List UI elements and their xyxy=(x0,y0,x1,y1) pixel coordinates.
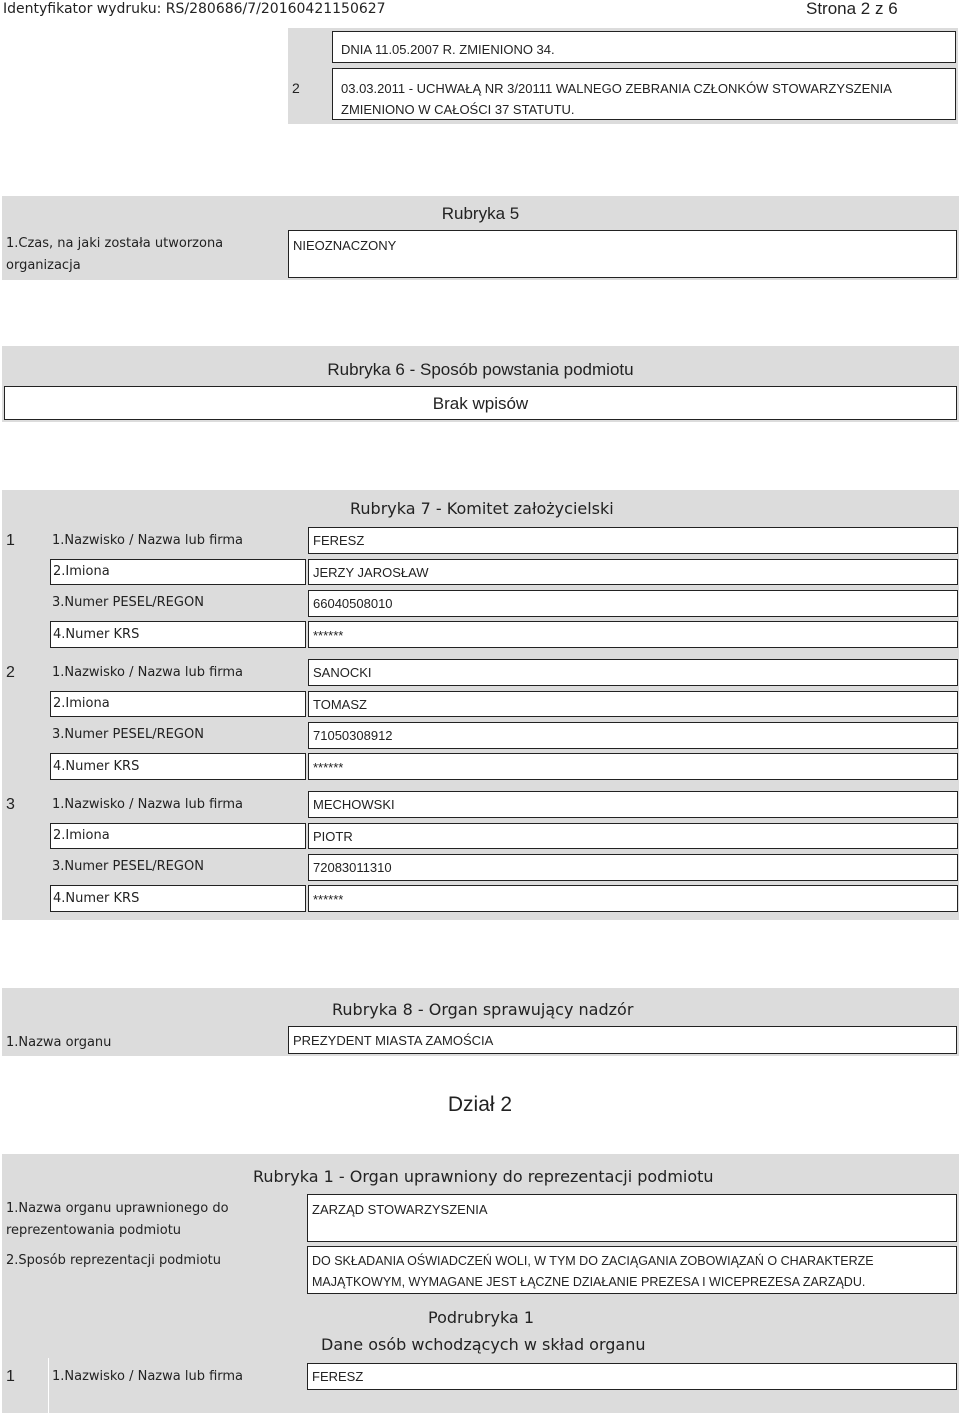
rubryka-8-value-cell xyxy=(288,1026,957,1054)
names-label-cell xyxy=(50,691,306,717)
krs-label: 4.Numer KRS xyxy=(53,891,140,906)
rubryka-5-title: Rubryka 5 xyxy=(441,204,520,223)
pesel-label: 3.Numer PESEL/REGON xyxy=(52,727,204,742)
amendment-row-2 xyxy=(332,68,956,120)
surname-value: FERESZ xyxy=(313,533,365,548)
krs-label-cell xyxy=(50,753,306,780)
surname-value-cell xyxy=(308,659,958,686)
krs-label-cell xyxy=(50,885,306,912)
amendment-row-2-line-2: ZMIENIONO W CAŁOŚCI 37 STATUTU. xyxy=(341,102,575,117)
dzial-2-rubryka-1-title: Rubryka 1 - Organ uprawniony do reprezentacji podmiotu xyxy=(253,1167,714,1186)
pesel-value-cell xyxy=(308,854,958,881)
surname-label: 1.Nazwisko / Nazwa lub firma xyxy=(52,665,244,680)
amendment-row-1-text: DNIA 11.05.2007 R. ZMIENIONO 34. xyxy=(341,42,555,57)
names-label: 2.Imiona xyxy=(53,564,110,579)
rubryka-5-value: NIEOZNACZONY xyxy=(293,238,397,253)
organ-name-value-cell xyxy=(307,1194,957,1242)
names-value-cell xyxy=(308,691,958,717)
pesel-value: 72083011310 xyxy=(313,860,392,875)
rubryka-6-title: Rubryka 6 - Sposób powstania podmiotu xyxy=(327,360,634,379)
surname-value-cell xyxy=(308,791,958,818)
names-value: PIOTR xyxy=(313,829,353,844)
rubryka-6-value-cell xyxy=(4,386,957,420)
rubryka-5-label-line-2: organizacja xyxy=(6,258,81,273)
amendment-row-2-line-1: 03.03.2011 - UCHWAŁĄ NR 3/20111 WALNEGO ZEBRANIA CZŁONKÓW STOWARZYSZENIA xyxy=(341,81,892,96)
krs-value: ****** xyxy=(313,892,344,907)
committee-member xyxy=(2,656,959,786)
page-number: Strona 2 z 6 xyxy=(806,0,898,18)
amendment-row-2-number: 2 xyxy=(292,80,300,96)
surname-label: 1.Nazwisko / Nazwa lub firma xyxy=(52,533,244,548)
names-label: 2.Imiona xyxy=(53,696,110,711)
podrubryka-1-title: Podrubryka 1 xyxy=(428,1308,534,1327)
rubryka-6-value: Brak wpisów xyxy=(432,394,529,413)
rubryka-8-value: PREZYDENT MIASTA ZAMOŚCIA xyxy=(293,1033,494,1048)
member-number: 2 xyxy=(6,664,15,681)
representation-value-line-1: DO SKŁADANIA OŚWIADCZEŃ WOLI, W TYM DO ZACIĄGANIA ZOBOWIĄZAŃ O CHARAKTERZE xyxy=(312,1254,874,1268)
representation-value-cell xyxy=(307,1246,957,1294)
organ-name-value: ZARZĄD STOWARZYSZENIA xyxy=(312,1202,488,1217)
member-number: 1 xyxy=(6,532,15,549)
krs-value: ****** xyxy=(313,760,344,775)
dzial-2-title: Dział 2 xyxy=(447,1093,513,1116)
pesel-label: 3.Numer PESEL/REGON xyxy=(52,595,204,610)
organ-member-separator xyxy=(48,1358,49,1413)
krs-label: 4.Numer KRS xyxy=(53,627,140,642)
surname-label: 1.Nazwisko / Nazwa lub firma xyxy=(52,797,244,812)
member-number: 3 xyxy=(6,796,15,813)
rubryka-8-label: 1.Nazwa organu xyxy=(6,1035,112,1050)
committee-member xyxy=(2,524,959,654)
podrubryka-1-subtitle: Dane osób wchodzących w skład organu xyxy=(321,1335,646,1354)
surname-value: MECHOWSKI xyxy=(313,797,395,812)
names-label-cell xyxy=(50,823,306,849)
pesel-value-cell xyxy=(308,590,958,617)
rubryka-7-title: Rubryka 7 - Komitet założycielski xyxy=(350,499,614,518)
rubryka-5-value-cell xyxy=(288,230,957,278)
surname-value-cell xyxy=(308,527,958,554)
rubryka-8 xyxy=(2,988,959,1056)
organ-member-surname-cell xyxy=(307,1363,957,1390)
rubryka-7 xyxy=(2,490,959,920)
rubryka-5-label-line-1: 1.Czas, na jaki została utworzona xyxy=(6,236,224,251)
pesel-value: 71050308912 xyxy=(313,728,393,743)
organ-member-surname-value: FERESZ xyxy=(312,1369,364,1384)
krs-label: 4.Numer KRS xyxy=(53,759,140,774)
krs-value-cell xyxy=(308,885,958,912)
names-value: JERZY JAROSŁAW xyxy=(313,565,429,580)
names-value-cell xyxy=(308,823,958,849)
organ-name-label-line-2: reprezentowania podmiotu xyxy=(6,1223,182,1238)
pesel-value: 66040508010 xyxy=(313,596,393,611)
krs-label-cell xyxy=(50,621,306,648)
committee-member xyxy=(2,788,959,918)
surname-value: SANOCKI xyxy=(313,665,372,680)
organ-name-label-line-1: 1.Nazwa organu uprawnionego do xyxy=(6,1201,229,1216)
names-label-cell xyxy=(50,559,306,585)
krs-value-cell xyxy=(308,621,958,648)
rubryka-5 xyxy=(2,196,959,280)
representation-label: 2.Sposób reprezentacji podmiotu xyxy=(6,1253,221,1268)
pesel-value-cell xyxy=(308,722,958,749)
amendment-row-1 xyxy=(332,31,956,63)
organ-member-surname-label: 1.Nazwisko / Nazwa lub firma xyxy=(52,1369,244,1384)
dzial-2-rubryka-1 xyxy=(2,1154,959,1413)
krs-value-cell xyxy=(308,753,958,780)
names-value-cell xyxy=(308,559,958,585)
amendments-block xyxy=(288,28,958,124)
print-identifier: Identyfikator wydruku: RS/280686/7/20160421150627 xyxy=(3,1,386,17)
names-value: TOMASZ xyxy=(313,697,367,712)
representation-value-line-2: MAJĄTKOWYM, WYMAGANE JEST ŁĄCZNE DZIAŁANIE PREZESA I WICEPREZESA ZARZĄDU. xyxy=(312,1275,866,1289)
rubryka-8-title: Rubryka 8 - Organ sprawujący nadzór xyxy=(332,1000,634,1019)
organ-member-number: 1 xyxy=(6,1368,15,1385)
pesel-label: 3.Numer PESEL/REGON xyxy=(52,859,204,874)
names-label: 2.Imiona xyxy=(53,828,110,843)
rubryka-6 xyxy=(2,346,959,422)
krs-value: ****** xyxy=(313,628,344,643)
